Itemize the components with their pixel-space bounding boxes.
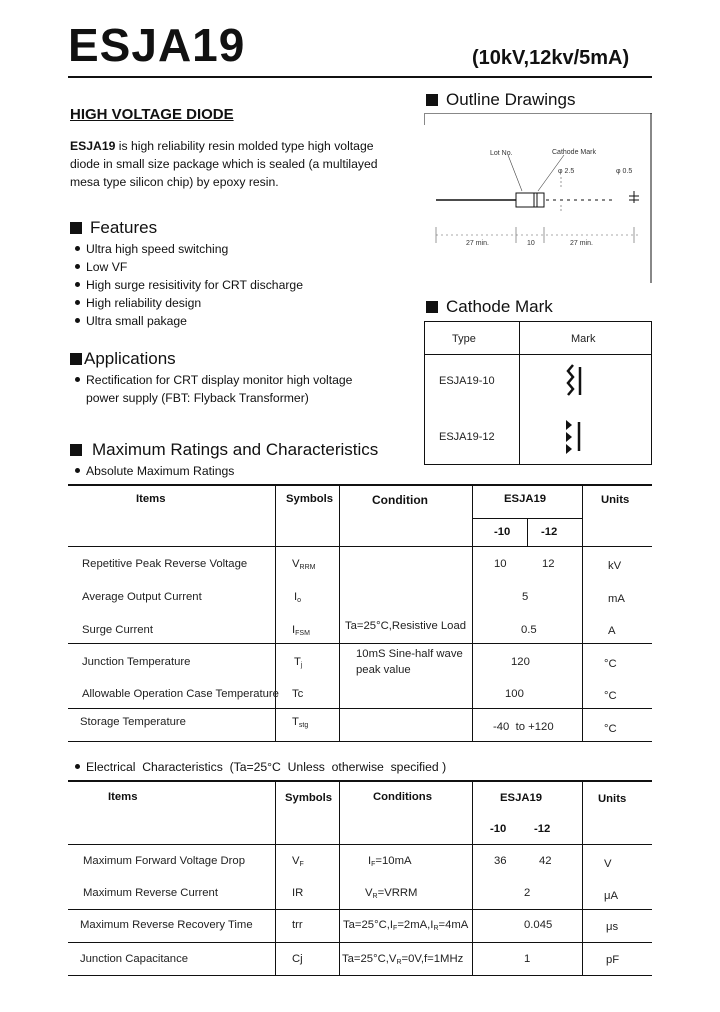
row-item: Storage Temperature — [80, 716, 186, 728]
row-unit: °C — [604, 723, 617, 735]
feature-text: High reliability design — [86, 296, 202, 310]
col-symbols: Symbols — [286, 493, 334, 505]
row-symbol: $T_j$ — [294, 656, 303, 669]
row-value: 0.5 — [521, 624, 537, 636]
col-units: Units — [601, 494, 630, 506]
row-condition: $Ta=25^\circ C,I_F=2mA,I_R=4mA$ — [343, 919, 469, 932]
row-unit: kV — [608, 560, 622, 572]
intro-part: ESJA19 — [70, 139, 116, 153]
row-condition: Ta=25°C,Resistive Load — [345, 620, 467, 632]
datasheet-title: ESJA19 — [68, 19, 246, 71]
row-item: Maximum Reverse Current — [83, 887, 218, 899]
row-item: Allowable Operation Case Temperature — [82, 688, 279, 700]
square-bullet-icon — [70, 353, 82, 365]
row-symbol: $I_o$ — [294, 591, 302, 604]
col-part: ESJA19 — [504, 493, 547, 505]
row-item: Junction Temperature — [82, 656, 191, 668]
abs-max-heading-text: Absolute Maximum Ratings — [86, 464, 235, 478]
row-v10: 10 — [494, 558, 507, 570]
row-condition: $Ta=25^\circ C,V_R=0V,f=1MHz$ — [342, 953, 464, 966]
mark-triangles-icon — [563, 418, 587, 454]
row-unit: μA — [604, 890, 619, 902]
feature-text: Ultra small pakage — [86, 314, 187, 328]
electrical-heading-text: Electrical Characteristics (Ta=25°C Unless otherwise specified ) — [86, 760, 447, 774]
bullet-icon — [75, 377, 80, 382]
row-condition: $I_F=10mA$ — [368, 855, 412, 868]
col-type-header: Type — [452, 333, 476, 345]
application-item — [75, 371, 352, 389]
dim-right-label: 27 min. — [570, 240, 593, 247]
row-symbol: trr — [292, 919, 303, 931]
col-v10: -10 — [490, 823, 507, 835]
electrical-heading — [75, 758, 446, 776]
outline-drawing — [424, 113, 652, 283]
square-bullet-icon — [426, 94, 438, 106]
bullet-icon — [75, 282, 80, 287]
row-symbol: $V_F$ — [292, 855, 304, 868]
feature-text: Ultra high speed switching — [86, 242, 229, 256]
row-item: Junction Capacitance — [80, 953, 189, 965]
cathode-heading-text: Cathode Mark — [446, 297, 553, 316]
feature-item — [75, 240, 228, 258]
row-item: Repetitive Peak Reverse Voltage — [82, 558, 248, 570]
ratings-heading — [70, 441, 378, 458]
cathode-mark-table — [424, 321, 652, 465]
feature-item — [75, 276, 303, 294]
row-item: Maximum Reverse Recovery Time — [80, 919, 253, 931]
row-item: Average Output Current — [82, 591, 202, 603]
diode-body — [516, 193, 544, 207]
row-item: Maximum Forward Voltage Drop — [83, 855, 245, 867]
square-bullet-icon — [70, 222, 82, 234]
ratings-heading-text: Maximum Ratings and Characteristics — [92, 440, 379, 459]
row-v10: 36 — [494, 855, 507, 867]
square-bullet-icon — [426, 301, 438, 313]
outline-heading-text: Outline Drawings — [446, 90, 576, 109]
feature-text: Low VF — [86, 260, 128, 274]
rating-summary: (10kV,12kv/5mA) — [472, 47, 630, 69]
row-value: 2 — [524, 887, 531, 899]
col-v12: -12 — [541, 526, 558, 538]
row-v12: 42 — [539, 855, 552, 867]
outline-heading — [426, 91, 575, 108]
row-condition: 10mS Sine-half wave — [356, 648, 463, 660]
dim-mid-label: 10 — [527, 240, 535, 247]
row-v12: 12 — [542, 558, 555, 570]
lot-no-label: Lot No. — [490, 150, 513, 157]
bullet-icon — [75, 246, 80, 251]
col-part: ESJA19 — [500, 792, 543, 804]
intro-paragraph — [70, 137, 400, 191]
col-items: Items — [108, 791, 138, 803]
application-text: Rectification for CRT display monitor high voltage — [86, 373, 353, 387]
dim-left-label: 27 min. — [466, 240, 489, 247]
col-mark-header: Mark — [571, 333, 596, 345]
abs-max-heading — [75, 462, 234, 480]
features-heading-text: Features — [90, 218, 158, 237]
header-rule — [68, 76, 652, 78]
col-units: Units — [598, 793, 627, 805]
cathode-heading — [426, 298, 553, 315]
bullet-icon — [75, 300, 80, 305]
row-value: 5 — [522, 591, 529, 603]
mark-zigzag-icon — [563, 364, 587, 398]
lead-diameter-label: φ 0.5 — [616, 168, 633, 175]
bullet-icon — [75, 318, 80, 323]
col-v12: -12 — [534, 823, 551, 835]
feature-text: High surge resisitivity for CRT discharge — [86, 278, 303, 292]
body-diameter-label: φ 2.5 — [558, 168, 575, 175]
square-bullet-icon — [70, 444, 82, 456]
bullet-icon — [75, 764, 80, 769]
feature-item — [75, 294, 201, 312]
row-symbol: Cj — [292, 953, 303, 965]
row-unit: V — [604, 858, 612, 870]
applications-heading-text: Applications — [84, 349, 176, 368]
row-item: Surge Current — [82, 624, 153, 636]
row-unit: μs — [606, 921, 619, 933]
row-value: 100 — [505, 688, 524, 700]
features-heading — [70, 219, 157, 236]
col-symbols: Symbols — [285, 792, 333, 804]
abs-max-table — [68, 484, 652, 742]
col-conditions: Conditions — [373, 791, 432, 803]
row-value: 1 — [524, 953, 531, 965]
row-condition: $V_R=VRRM$ — [365, 887, 418, 900]
row-symbol: IR — [292, 887, 304, 899]
feature-item — [75, 312, 187, 330]
row-value: 0.045 — [524, 919, 553, 931]
row-unit: mA — [608, 593, 625, 605]
type-cell: ESJA19-10 — [439, 375, 495, 387]
row-value: -40 to +120 — [493, 721, 554, 733]
bullet-icon — [75, 264, 80, 269]
row-symbol: $T_{stg}$ — [292, 716, 309, 729]
row-symbol: $V_{RRM}$ — [292, 558, 316, 571]
row-condition-cont: peak value — [356, 664, 411, 676]
row-unit: °C — [604, 658, 617, 670]
electrical-table — [68, 780, 652, 976]
row-unit: A — [608, 625, 616, 637]
row-value: 120 — [511, 656, 530, 668]
row-symbol: $I_{FSM}$ — [292, 624, 310, 637]
application-text-cont: power supply (FBT: Flyback Transformer) — [86, 391, 309, 405]
applications-heading — [70, 350, 176, 367]
col-items: Items — [136, 493, 166, 505]
intro-text: is high reliability resin molded type high voltage diode in small size package which is sealed (a multilayed mesa type silicon chip) by epoxy resin. — [70, 139, 378, 189]
row-unit: pF — [606, 954, 620, 966]
bullet-icon — [75, 468, 80, 473]
type-cell: ESJA19-12 — [439, 431, 495, 443]
col-condition: Condition — [372, 493, 428, 507]
row-unit: °C — [604, 690, 617, 702]
product-heading: HIGH VOLTAGE DIODE — [70, 106, 234, 123]
row-symbol: Tc — [292, 688, 304, 700]
cathode-mark-label: Cathode Mark — [552, 149, 596, 156]
col-v10: -10 — [494, 526, 511, 538]
feature-item — [75, 258, 127, 276]
